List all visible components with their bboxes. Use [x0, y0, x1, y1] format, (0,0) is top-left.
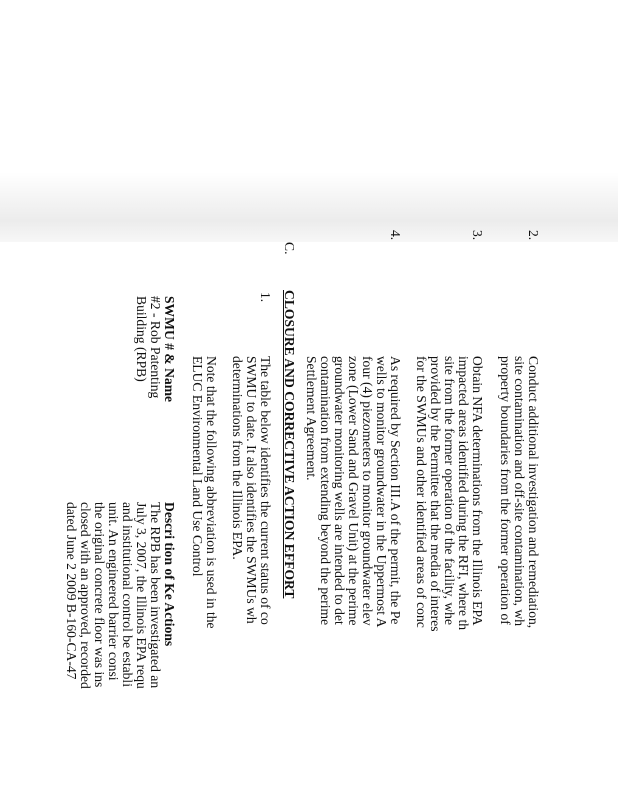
item-3-line-5: for the SWMUs and other identified areas of conc — [414, 356, 429, 628]
item-2-line-1: Conduct additional investigation and remediation, — [526, 356, 541, 629]
table-header-description: Descri tion of Ke Actions — [162, 502, 177, 647]
item-1-line-3: determinations from the Illinois EPA. — [230, 356, 245, 560]
item-3-line-3: site from the former operation of the facility, whe — [442, 356, 457, 626]
item-3-number: 3. — [470, 230, 485, 241]
section-c-title: CLOSURE AND CORRECTIVE ACTION EFFORT — [282, 290, 297, 599]
item-4-line-1: As required by Section III.A of the permit, the Pe — [388, 356, 403, 625]
table-cell-desc-line-7: dated June 2 2009 B-160-CA-47 — [64, 502, 79, 680]
item-4-line-5: groundwater monitoring wells are intended to det — [332, 356, 347, 625]
table-cell-swmu-line-1: #2 - Rob Patenting — [148, 296, 163, 399]
item-1-number: 1. — [258, 292, 273, 303]
item-4-line-3: four (4) piezometers to monitor groundwater elev — [360, 356, 375, 626]
item-2-line-3: property boundaries from the former operation of — [498, 356, 513, 625]
abbreviation-eluc: ELUC Environmental Land Use Control — [190, 356, 205, 577]
table-cell-desc-line-2: July 3, 2007, the Illinois EPA requ — [134, 502, 149, 689]
item-1-line-2: SWMU to date. It also identifies the SWMUs wh — [244, 356, 259, 624]
item-3-line-1: Obtain NFA determinations from the Illinois EPA — [470, 356, 485, 626]
section-c-letter: C. — [282, 242, 297, 255]
table-cell-swmu-line-2: Building (RPB) — [134, 296, 149, 382]
item-4-line-4: zone (Lower Sand and Gravel Unit) at the perime — [346, 356, 361, 626]
item-1-line-1: The table below identifies the current status of co — [258, 356, 273, 625]
table-cell-desc-line-1: The RPB has been investigated an — [148, 502, 163, 689]
table-cell-desc-line-4: unit. An engineered barrier consi — [106, 502, 121, 681]
item-4-line-2: wells to monitor groundwater in the Uppermost A — [374, 356, 389, 628]
item-2-number: 2. — [526, 230, 541, 241]
item-2-line-2: site contamination and off-site contamination, wh — [512, 356, 527, 627]
table-cell-desc-line-3: and institutional control be establi — [120, 502, 135, 687]
item-3-line-2: impacted areas identified during the RFI, where th — [456, 356, 471, 631]
abbreviation-note: Note that the following abbreviation is used in the — [204, 356, 219, 629]
table-header-swmu: SWMU # & Name — [162, 296, 177, 403]
table-cell-desc-line-5: the original concrete floor was ins — [92, 502, 107, 688]
item-4-line-7: Settlement Agreement. — [304, 356, 319, 481]
table-cell-desc-line-6: closed with an approved, recorded — [78, 502, 93, 689]
item-4-number: 4. — [388, 230, 403, 241]
item-4-line-6: contamination from extending beyond the perime — [318, 356, 333, 626]
item-3-line-4: provided by the Permittee that the media of interes — [428, 356, 443, 632]
rotated-page-content — [64, 230, 541, 790]
